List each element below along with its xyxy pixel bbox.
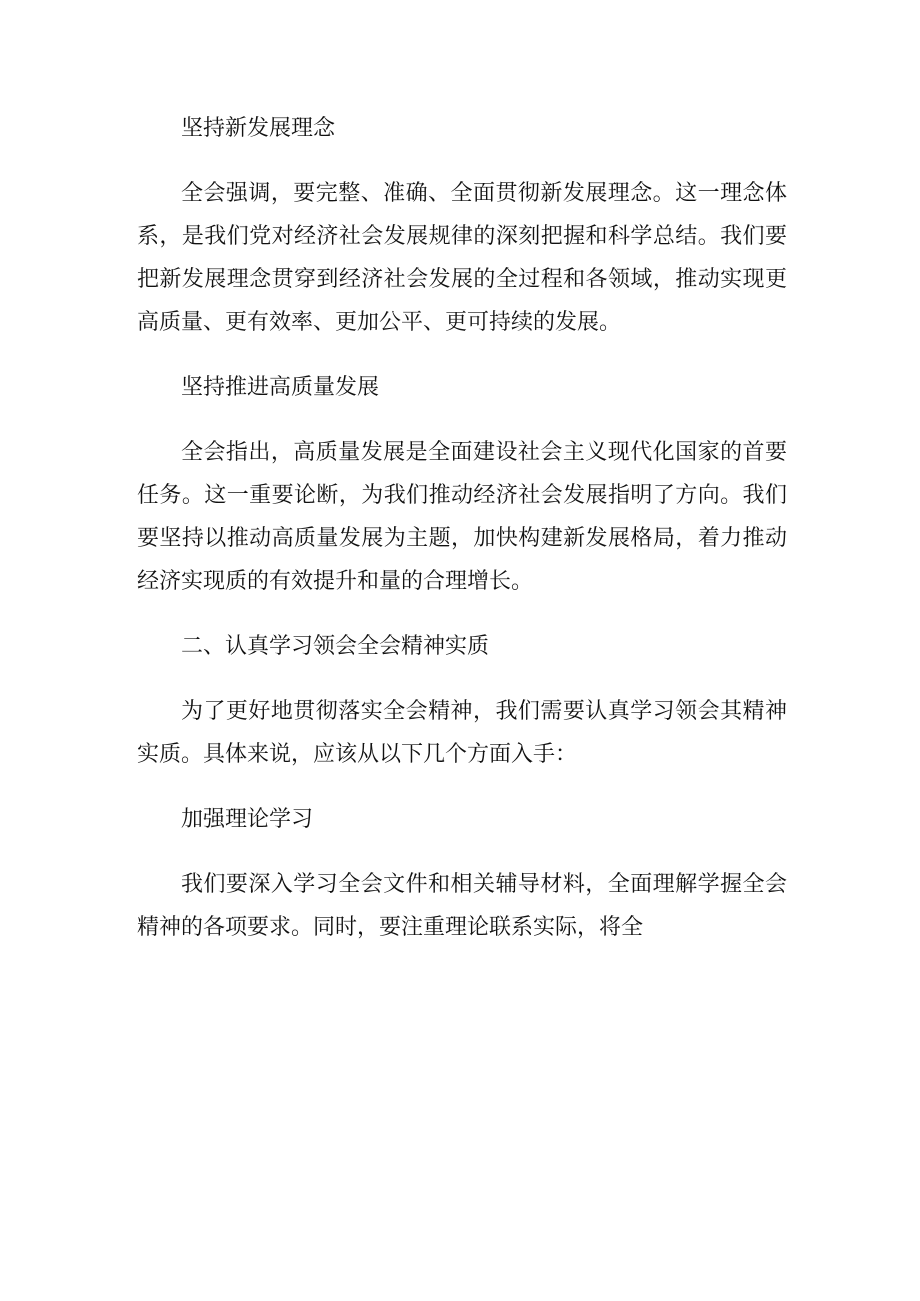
body-paragraph: 我们要深入学习全会文件和相关辅导材料，全面理解学握全会精神的各项要求。同时，要注重理论联系实际，将全 — [137, 872, 787, 940]
body-paragraph: 全会强调，要完整、准确、全面贯彻新发展理念。这一理念体系，是我们党对经济社会发展规律的深刻把握和科学总结。我们要把新发展理念贯穿到经济社会发展的全过程和各领域，推动实现更高质量、更有效率、更加公平、更可持续的发展。 — [137, 181, 787, 335]
section-heading: 坚持推进高质量发展 — [181, 375, 380, 400]
document-body — [137, 107, 787, 971]
section-heading: 加强理论学习 — [181, 807, 314, 832]
body-paragraph: 为了更好地贯彻落实全会精神，我们需要认真学习领会其精神实质。具体来说，应该从以下几个方面入手： — [137, 699, 787, 767]
section-heading: 坚持新发展理念 — [181, 116, 336, 141]
body-paragraph: 全会指出，高质量发展是全面建设社会主义现代化国家的首要任务。这一重要论断，为我们推动经济社会发展指明了方向。我们要坚持以推动高质量发展为主题，加快构建新发展格局，着力推动经济实现质的有效提升和量的合理增长。 — [137, 440, 787, 594]
section-heading: 二、认真学习领会全会精神实质 — [181, 634, 490, 659]
